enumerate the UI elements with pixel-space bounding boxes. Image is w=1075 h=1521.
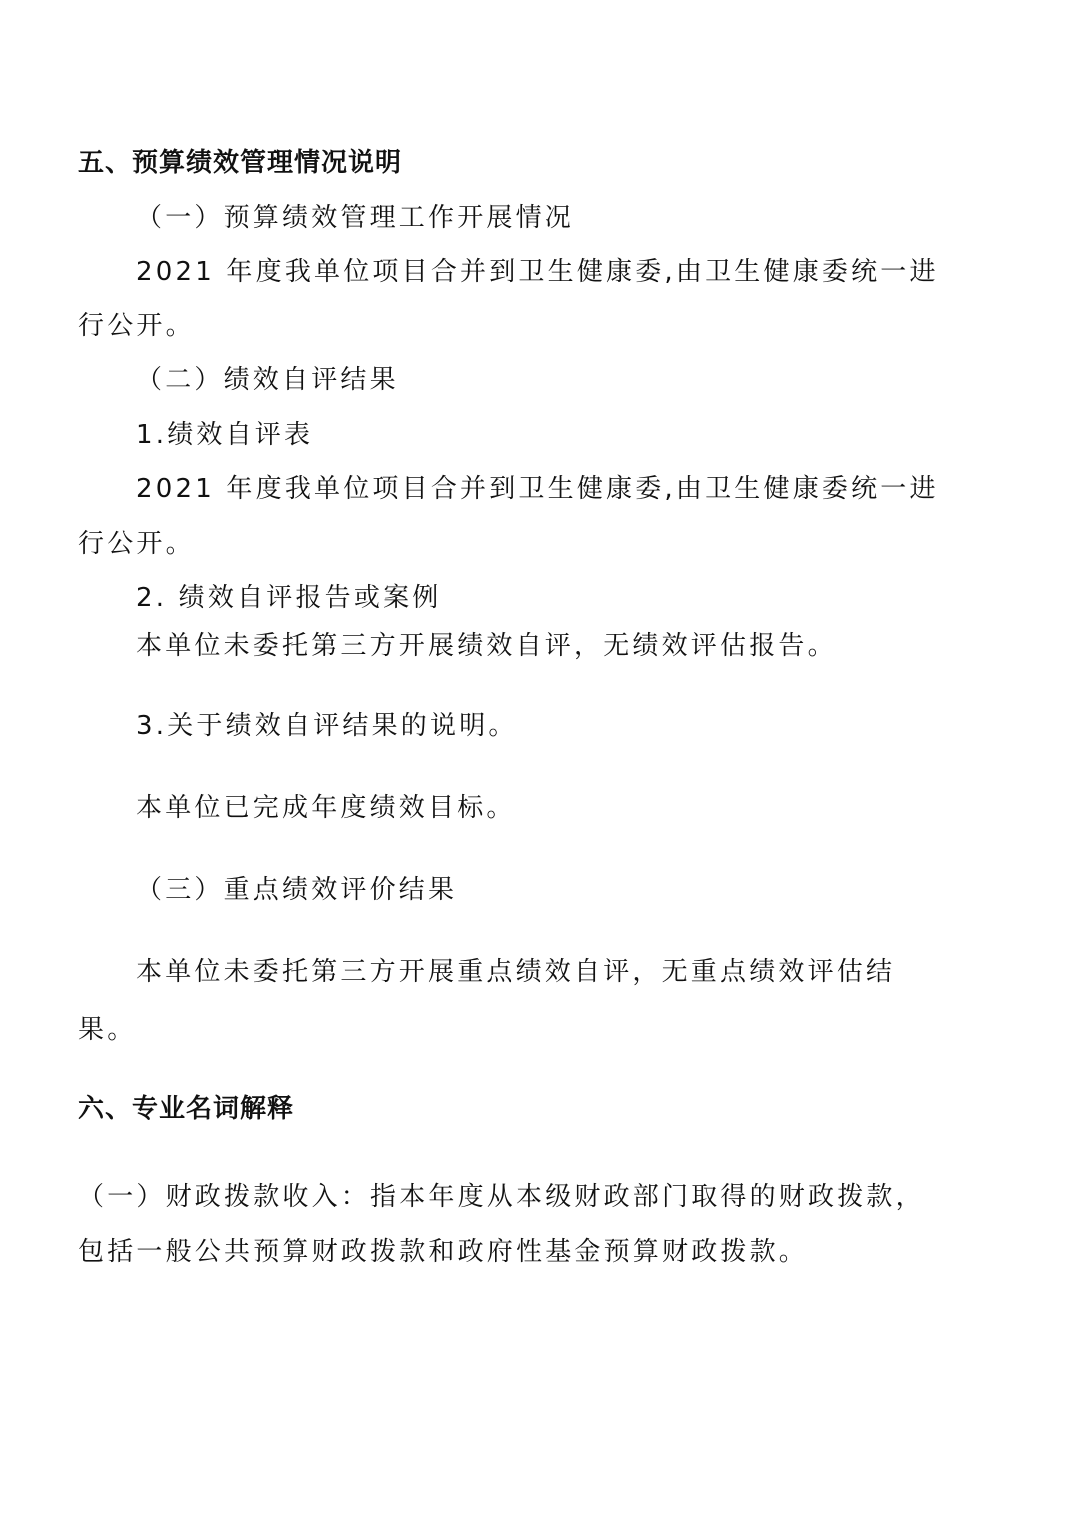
paragraph-line: 行公开。 bbox=[78, 529, 195, 559]
subsection-budget-performance-work: （一）预算绩效管理工作开展情况 bbox=[136, 203, 575, 233]
item-self-evaluation-table: 1.绩效自评表 bbox=[136, 420, 314, 450]
section-five-heading: 五、预算绩效管理情况说明 bbox=[78, 148, 403, 178]
item-self-evaluation-explanation: 3.关于绩效自评结果的说明。 bbox=[136, 711, 518, 741]
paragraph-line: 2021 年度我单位项目合并到卫生健康委,由卫生健康委统一进 bbox=[136, 257, 939, 287]
subsection-self-evaluation-results: （二）绩效自评结果 bbox=[136, 365, 399, 395]
paragraph-line: 行公开。 bbox=[78, 311, 195, 341]
section-six-heading: 六、专业名词解释 bbox=[78, 1094, 295, 1124]
paragraph-line: 果。 bbox=[78, 1015, 137, 1045]
paragraph-line: 2021 年度我单位项目合并到卫生健康委,由卫生健康委统一进 bbox=[136, 474, 939, 504]
paragraph-line: （一）财政拨款收入：指本年度从本级财政部门取得的财政拨款， bbox=[78, 1182, 925, 1212]
item-self-evaluation-report: 2. 绩效自评报告或案例 bbox=[136, 583, 442, 613]
subsection-key-performance-evaluation: （三）重点绩效评价结果 bbox=[136, 875, 458, 905]
paragraph-line: 包括一般公共预算财政拨款和政府性基金预算财政拨款。 bbox=[78, 1237, 809, 1267]
paragraph-line: 本单位未委托第三方开展重点绩效自评，无重点绩效评估结 bbox=[136, 957, 896, 987]
paragraph-line: 本单位已完成年度绩效目标。 bbox=[136, 793, 516, 823]
paragraph-line: 本单位未委托第三方开展绩效自评，无绩效评估报告。 bbox=[136, 631, 837, 661]
